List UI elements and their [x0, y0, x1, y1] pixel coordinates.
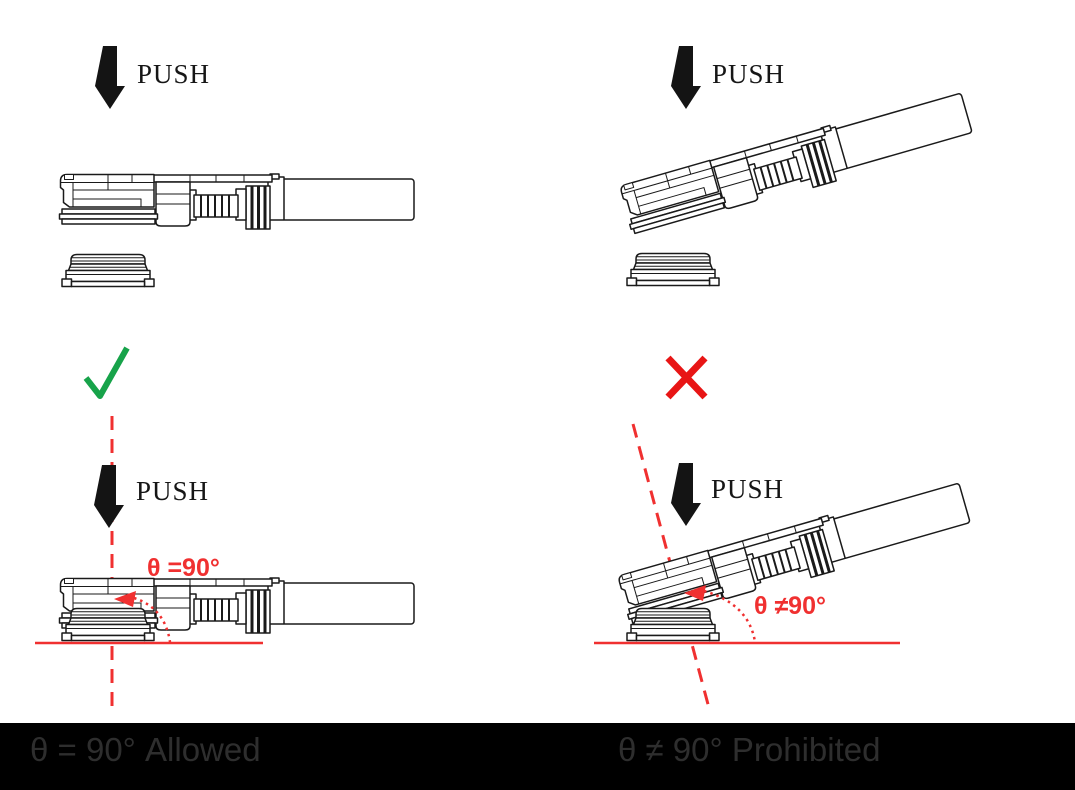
panel-top-left: [60, 46, 415, 287]
push-label: PUSH: [711, 474, 785, 504]
plug-connector-drawing-tilted: [619, 88, 975, 239]
receptacle-drawing: [627, 609, 719, 641]
footer-bar: [0, 723, 1075, 790]
push-arrow-icon: [671, 46, 701, 109]
prohibited-label: θ ≠ 90° Prohibited: [618, 731, 881, 768]
panel-top-right: [619, 46, 975, 286]
receptacle-drawing: [62, 609, 154, 641]
cross-icon: [668, 358, 705, 397]
push-arrow-icon: [671, 463, 701, 526]
angle-equal-label: θ =90°: [147, 554, 220, 582]
plug-connector-drawing: [60, 174, 415, 229]
check-icon: [86, 348, 127, 396]
push-arrow-icon: [94, 465, 124, 528]
push-label: PUSH: [137, 59, 211, 89]
angle-not-equal-label: θ ≠90°: [754, 592, 826, 620]
panel-bottom-left: [35, 348, 414, 710]
push-label: PUSH: [712, 59, 786, 89]
push-arrow-icon: [95, 46, 125, 109]
panel-bottom-right: [594, 358, 973, 708]
receptacle-drawing: [62, 255, 154, 287]
receptacle-drawing: [627, 254, 719, 286]
allowed-label: θ = 90° Allowed: [30, 731, 261, 768]
push-label: PUSH: [136, 476, 210, 506]
